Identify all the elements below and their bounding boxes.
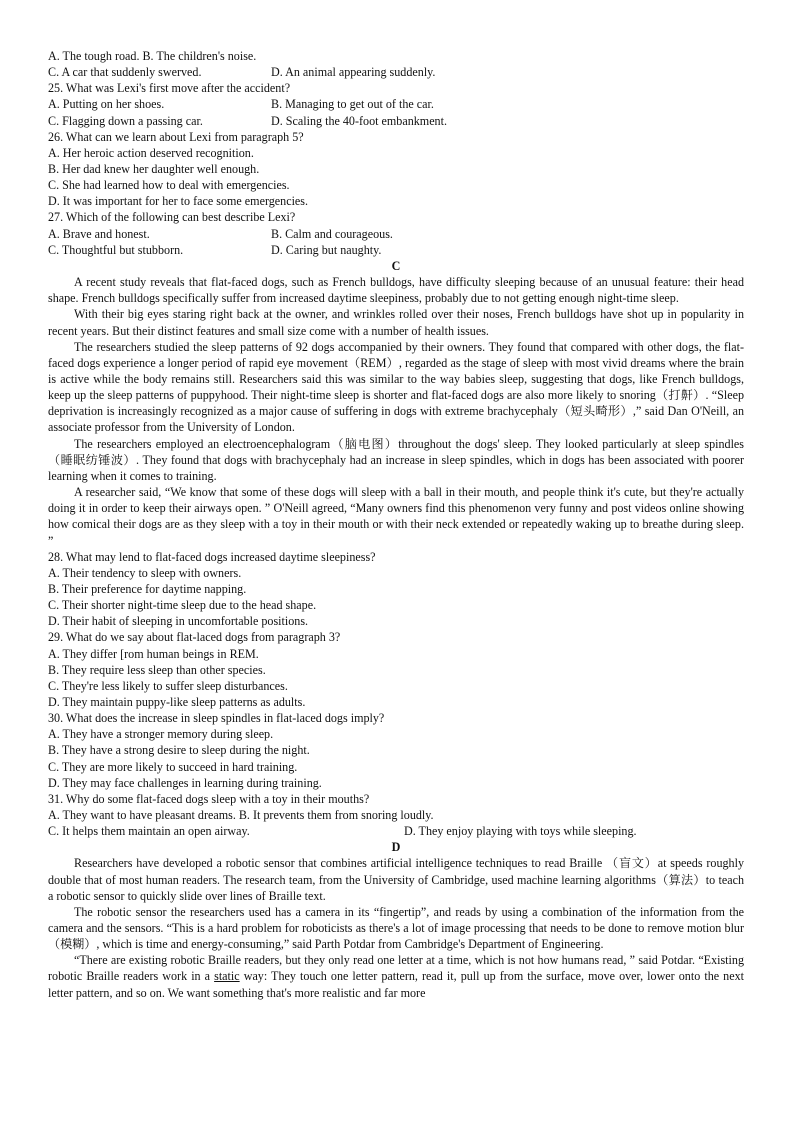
option-b: B. They require less sleep than other species.	[48, 662, 266, 677]
option-c: C. It helps them maintain an open airway.	[48, 824, 250, 839]
option-c: C. Thoughtful but stubborn.	[48, 242, 184, 257]
passage-c-paragraph-5: A researcher said, “We know that some of these dogs will sleep with a ball in their mouth, and people think it's cute, but they're actually doing it in order to keep their airways open. ” O'Neill agreed, “Many owners find this phenomenon very funny and post videos online showing how comical their dogs are as they sleep with a toy in their mouth or with their neck extended or repeatedly waking up to breathe during sleep. ”	[48, 485, 744, 548]
text-run: way: They touch one letter pattern, read it, pull up from the surface, move over, lower onto the next letter pattern, and so on. We want something that's more realistic and far more	[48, 969, 744, 1000]
passage-d-paragraph-3	[48, 952, 744, 1000]
passage-d-paragraph-2: The robotic sensor the researchers used has a camera in its “fingertip”, and reads by using a combination of the information from the camera and the sensors. “This is a hard problem for roboticists as there's a lot of image processing that needs to be done to remove motion blur （模糊）, which is time and energy-consuming,” said Parth Potdar from Cambridge's Department of Engineering.	[48, 904, 744, 952]
option-a: A. Putting on her shoes.	[48, 97, 165, 112]
passage-d-paragraph-1: Researchers have developed a robotic sensor that combines artificial intelligence techniques to read Braille （盲文）at speeds roughly double that of most human readers. The research team, from the University of Cambridge, used machine learning algorithms（算法）to teach a robotic sensor to quickly slide over lines of Braille text.	[48, 856, 744, 903]
question-29: 29. What do we say about flat-laced dogs from paragraph 3?	[48, 630, 341, 645]
passage-c-paragraph-3: The researchers studied the sleep patterns of 92 dogs accompanied by their owners. They found that compared with other dogs, the flat-faced dogs experience a longer period of rapid eye movement（REM）, regarded as the stage of sleep with most vivid dreams where the brain is active while the body remains still. Researchers said this was similar to the way babies sleep, suggesting that dogs, like French bulldogs, keep up the sleep patterns of puppyhood. Their night-time sleep is shorter and flat-faced dogs are also more likely to snoring（打鼾）. “Sleep deprivation is increasingly recognized as a major cause of suffering in dogs with extreme brachycephaly（短头畸形）,” said Dan O'Neill, an associate professor from the University of London.	[48, 339, 744, 435]
question-26: 26. What can we learn about Lexi from paragraph 5?	[48, 129, 304, 144]
option-a: A. They differ [rom human beings in REM.	[48, 646, 259, 661]
option-d: D. They maintain puppy-like sleep patterns as adults.	[48, 694, 306, 709]
option-d: D. They may face challenges in learning during training.	[48, 775, 322, 790]
option-d: D. It was important for her to face some emergencies.	[48, 194, 309, 209]
section-d-heading: D	[391, 840, 401, 855]
option-c: C. A car that suddenly swerved.	[48, 65, 202, 80]
option-a: A. Brave and honest.	[48, 226, 150, 241]
option-d: D. Caring but naughty.	[271, 242, 382, 257]
option-a: A. They have a stronger memory during sleep.	[48, 727, 274, 742]
question-30: 30. What does the increase in sleep spindles in flat-laced dogs imply?	[48, 711, 385, 726]
option-b: B. Their preference for daytime napping.	[48, 581, 247, 596]
option-row	[48, 113, 744, 129]
option-row	[48, 226, 744, 242]
option-b: B. They have a strong desire to sleep during the night.	[48, 743, 310, 758]
option-c: C. Their shorter night-time sleep due to the head shape.	[48, 598, 317, 613]
option-ab: A. They want to have pleasant dreams. B. It prevents them from snoring loudly.	[48, 807, 434, 822]
option-b: B. Her dad knew her daughter well enough.	[48, 162, 260, 177]
option-c: C. She had learned how to deal with emergencies.	[48, 178, 290, 193]
option-d: D. They enjoy playing with toys while sleeping.	[404, 824, 637, 839]
option-b: B. Managing to get out of the car.	[271, 97, 434, 112]
option-d: D. Their habit of sleeping in uncomfortable positions.	[48, 614, 309, 629]
question-28: 28. What may lend to flat-faced dogs increased daytime sleepiness?	[48, 549, 376, 564]
underlined-word: static	[214, 969, 240, 984]
option-d: D. Scaling the 40-foot embankment.	[271, 113, 447, 128]
question-27: 27. Which of the following can best describe Lexi?	[48, 210, 296, 225]
option-a: A. Their tendency to sleep with owners.	[48, 565, 242, 580]
question-31: 31. Why do some flat-faced dogs sleep with a toy in their mouths?	[48, 791, 370, 806]
option-row	[48, 96, 744, 112]
question-25: 25. What was Lexi's first move after the accident?	[48, 81, 291, 96]
text-run: “There are existing robotic Braille readers, but they only read one letter at a time, which is not how humans read, ” said Potdar. “Existing robotic Braille readers work in a	[48, 953, 744, 984]
passage-c-paragraph-1: A recent study reveals that flat-faced dogs, such as French bulldogs, have difficulty sleeping because of an unusual feature: their head shape. French bulldogs specifically suffer from increased daytime sleepiness, probably due to not getting enough night-time sleep.	[48, 275, 744, 306]
exam-page	[48, 48, 744, 1001]
option-row	[48, 242, 744, 258]
section-c-heading: C	[391, 258, 401, 273]
option-c: C. They are more likely to succeed in hard training.	[48, 759, 298, 774]
option-b: B. Calm and courageous.	[271, 226, 393, 241]
passage-c-paragraph-4: The researchers employed an electroencephalogram（脑电图）throughout the dogs' sleep. They looked particularly at sleep spindles （睡眠纺锤波）. They found that dogs with brachycephaly had an increase in sleep spindles, which in dogs has been associated with poorer learning when it comes to training.	[48, 436, 744, 483]
option-d: D. An animal appearing suddenly.	[271, 65, 436, 80]
option-row	[48, 64, 744, 80]
passage-c-paragraph-2: With their big eyes staring right back at the owner, and wrinkles rolled over their noses, French bulldogs have shot up in popularity in recent years. But their distinct features and small size come with a number of health issues.	[48, 307, 744, 338]
option-row	[48, 823, 744, 839]
option-a: A. Her heroic action deserved recognition.	[48, 145, 254, 160]
option-c: C. They're less likely to suffer sleep disturbances.	[48, 678, 288, 693]
option-c: C. Flagging down a passing car.	[48, 113, 203, 128]
option-ab: A. The tough road. B. The children's noise.	[48, 49, 257, 63]
